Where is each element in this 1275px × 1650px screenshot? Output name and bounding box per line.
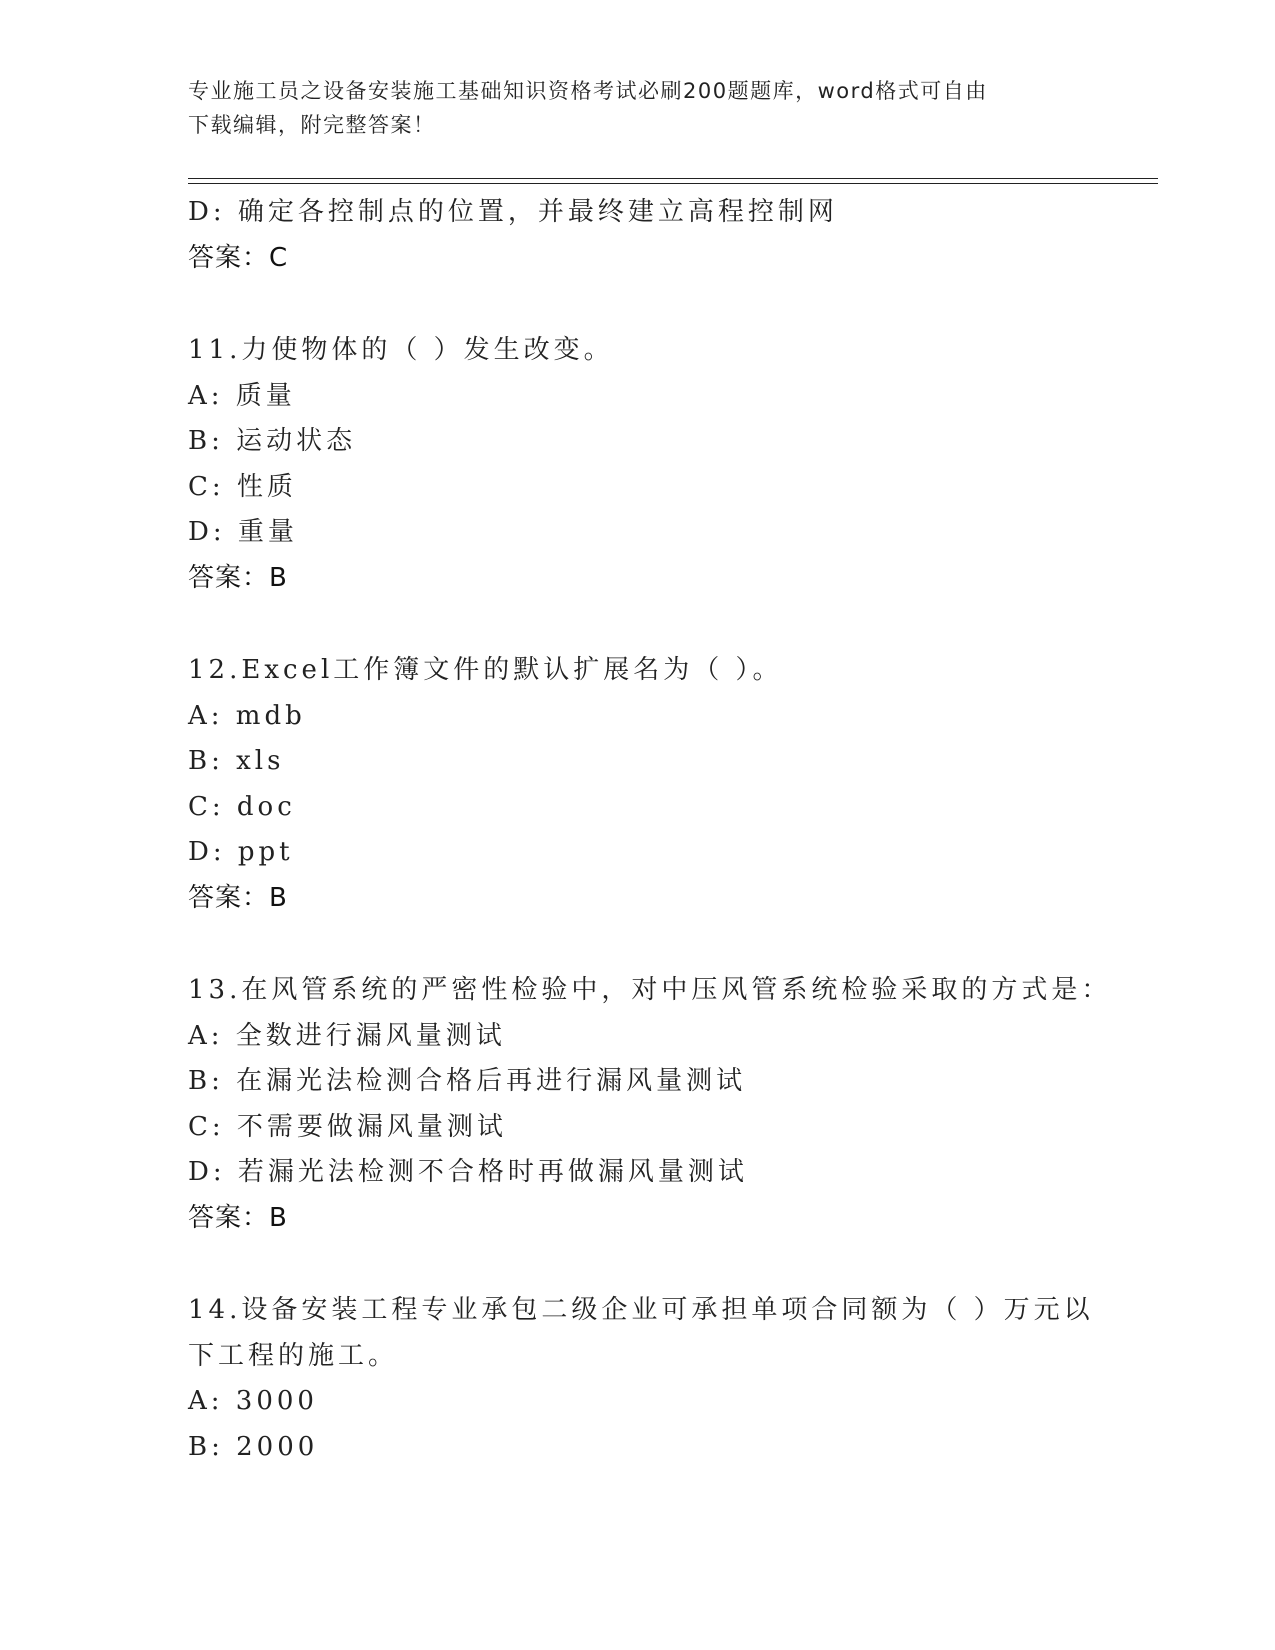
spacer: [188, 921, 1168, 968]
option-b: B: xls: [188, 746, 285, 776]
option-a: A: 质量: [188, 380, 296, 411]
spacer: [188, 1241, 1168, 1288]
option-c: C: doc: [188, 791, 296, 822]
option-a: A: 全数进行漏风量测试: [188, 1020, 506, 1051]
header-line-2: 下载编辑，附完整答案！: [188, 113, 436, 137]
option-c: C: 不需要做漏风量测试: [188, 1111, 507, 1142]
option-a: A: mdb: [188, 700, 306, 731]
option-c: C: 性质: [188, 471, 297, 502]
header-rule-top: [188, 178, 1158, 179]
question-stem: 13.在风管系统的严密性检验中，对中压风管系统检验采取的方式是：: [188, 975, 1112, 1005]
question-12: [188, 648, 1168, 921]
question-stem: 11.力使物体的（ ）发生改变。: [188, 335, 614, 365]
question-11: [188, 328, 1168, 601]
question-stem-line-2: 下工程的施工。: [188, 1340, 399, 1371]
option-b: B: 运动状态: [188, 426, 357, 456]
answer: 答案：B: [188, 562, 288, 593]
option-a: A: 3000: [188, 1386, 318, 1416]
answer: 答案：C: [188, 242, 289, 273]
header-line-1: 专业施工员之设备安装施工基础知识资格考试必刷200题题库，word格式可自由: [188, 79, 988, 103]
question-list: [188, 190, 1168, 1470]
spacer: [188, 281, 1168, 328]
header-rule-bottom: [188, 183, 1158, 184]
option-b: B: 2000: [188, 1431, 319, 1462]
option-d: D: 确定各控制点的位置，并最终建立高程控制网: [188, 197, 838, 227]
answer: 答案：B: [188, 882, 288, 913]
option-d: D: ppt: [188, 837, 294, 867]
question-stem: 12.Excel工作簿文件的默认扩展名为（ ）。: [188, 655, 783, 685]
question-stem-line-1: 14.设备安装工程专业承包二级企业可承担单项合同额为（ ）万元以: [188, 1295, 1094, 1325]
option-d: D: 重量: [188, 517, 298, 547]
option-d: D: 若漏光法检测不合格时再做漏风量测试: [188, 1157, 748, 1187]
document-header: [188, 74, 1078, 142]
answer: 答案：B: [188, 1202, 288, 1233]
question-10: [188, 190, 1168, 281]
spacer: [188, 601, 1168, 648]
question-13: [188, 968, 1168, 1241]
option-b: B: 在漏光法检测合格后再进行漏风量测试: [188, 1066, 747, 1096]
question-14: [188, 1288, 1168, 1470]
